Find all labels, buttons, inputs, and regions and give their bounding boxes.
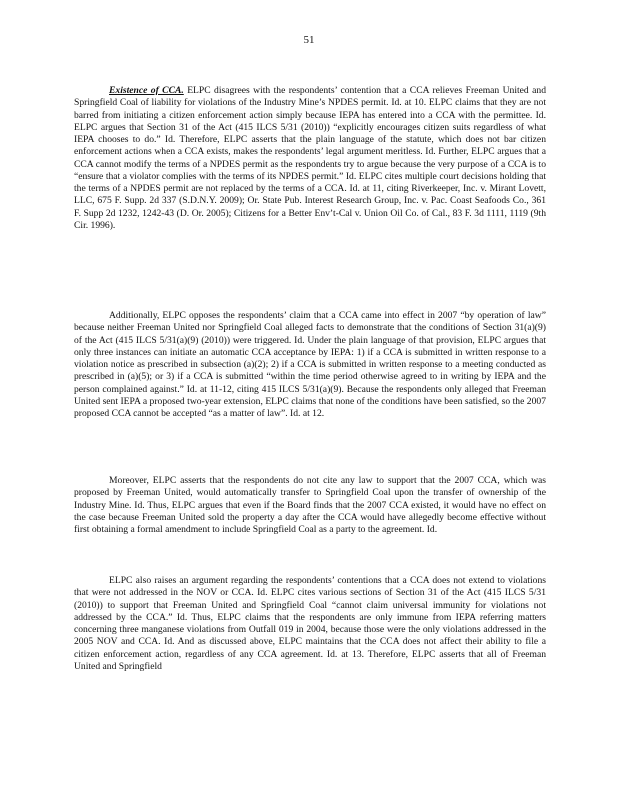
paragraph-text: Additionally, ELPC opposes the respondents’ claim that a CCA came into effect in 2007 “by operation of law” because neither Freeman United nor Springfield Coal alleged facts to demonstrate that the conditions of Section 31(a)(9) of the Act (415 ILCS 5/31(a)(9) (2010)) were triggered. Id. Under the plain language of that provision, ELPC argues that only three instances can initiate an automatic CCA acceptance by IEPA: 1) if a CCA is submitted in written response to a violation notice as prescribed in subsection (a)(2); 2) if a CCA is submitted in written response to a meeting conducted as prescribed in (a)(5); or 3) if a CCA is submitted “within the time period otherwise agreed to in writing by IEPA and the person complained against.” Id. at 11-12, citing 415 ILCS 5/31(a)(9). Because the respondents only alleged that Freeman United sent IEPA a proposed two-year extension, ELPC claims that none of the conditions have been satisfied, so the 2007 proposed CCA cannot be accepted “as a matter of law”. Id. at 12.: [74, 310, 546, 419]
paragraph-existence-of-cca: [74, 85, 546, 232]
paragraph-text: ELPC also raises an argument regarding the respondents’ contentions that a CCA does not extend to violations that were not addressed in the NOV or CCA. Id. ELPC cites various sections of Section 31 of the Act (415 ILCS 5/31 (2010)) to support that Freeman United and Springfield Coal “cannot claim universal immunity for violations not addressed by the CCA.” Id. Thus, ELPC claims that the respondents are only immune from IEPA referring matters concerning three manganese violations from Outfall 019 in 2004, because those were the only violations addressed in the 2005 NOV and CCA. Id. And as discussed above, ELPC maintains that the CCA does not affect their ability to file a citizen enforcement action, regardless of any CCA agreement. Id. at 13. Therefore, ELPC asserts that all of Freeman United and Springfield: [74, 575, 546, 672]
paragraph-text: Moreover, ELPC asserts that the respondents do not cite any law to support that the 2007 CCA, which was proposed by Freeman United, would automatically transfer to Springfield Coal upon the transfer of ownership of the Industry Mine. Id. Thus, ELPC argues that even if the Board finds that the 2007 CCA existed, it would have no effect on the case because Freeman United sold the property a day after the CCA would have allegedly become effective without first obtaining a formal amendment to include Springfield Coal as a party to the agreement. Id.: [74, 475, 546, 535]
paragraph-transfer-of-cca: [74, 475, 546, 536]
paragraph-operation-of-law: [74, 310, 546, 420]
section-heading: Existence of CCA.: [109, 85, 184, 96]
paragraph-text: ELPC disagrees with the respondents’ contention that a CCA relieves Freeman United and Springfield Coal of liability for violations of the Industry Mine’s NPDES permit. Id. at 10. ELPC claims that they are not barred from initiating a citizen enforcement action simply because IEPA has entered into a CCA with the permittee. Id. ELPC argues that Section 31 of the Act (415 ILCS 5/31 (2010)) “explicitly encourages citizen suits regardless of what IEPA chooses to do.” Id. Therefore, ELPC asserts that the plain language of the statute, which does not bar citizen enforcement actions when a CCA exists, makes the respondents’ legal argument meritless. Id. Further, ELPC argues that a CCA cannot modify the terms of a NPDES permit as the respondents try to argue because the very purpose of a CCA is to “ensure that a violator complies with the terms of its NPDES permit.” Id. ELPC cites multiple court decisions holding that the terms of a NPDES permit are not replaced by the terms of a CCA. Id. at 11, citing Riverkeeper, Inc. v. Mirant Lovett, LLC, 675 F. Supp. 2d 337 (S.D.N.Y. 2009); Or. State Pub. Interest Research Group, Inc. v. Pac. Coast Seafoods Co., 361 F. Supp 2d 1232, 1242-43 (D. Or. 2005); Citizens for a Better Env’t-Cal v. Union Oil Co. of Cal., 83 F. 3d 1111, 1119 (9th Cir. 1996).: [74, 85, 546, 231]
page-number: 51: [303, 34, 315, 46]
paragraph-scope-of-cca: [74, 575, 546, 673]
